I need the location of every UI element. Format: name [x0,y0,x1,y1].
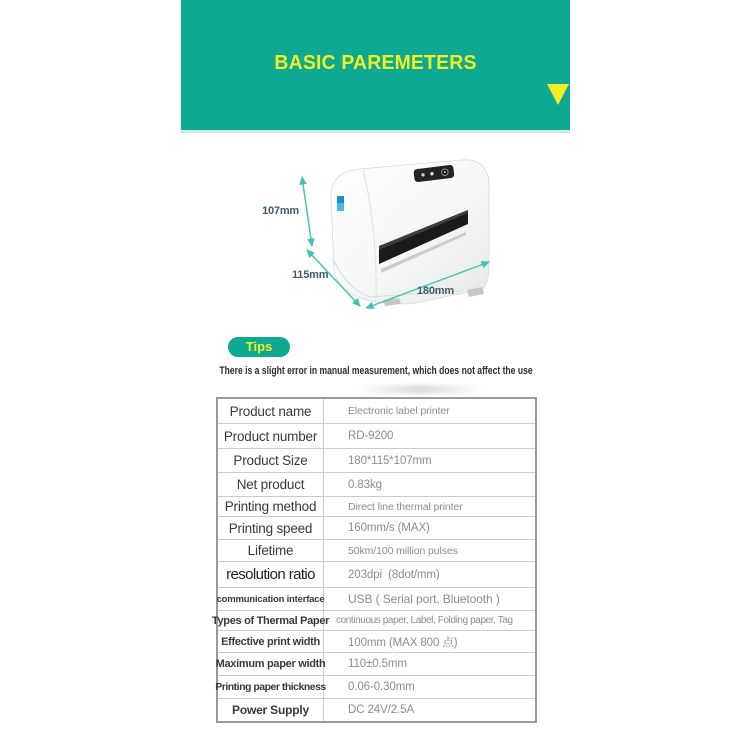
spec-label: resolution ratio [218,562,324,587]
table-row [218,539,535,561]
watermark-smudge [358,385,482,394]
table-row [218,630,535,652]
spec-table [211,397,537,723]
dimension-label-height: 107mm [262,205,299,217]
spec-label: Lifetime [218,540,324,561]
spec-value: DC 24V/2.5A [348,704,415,716]
dimension-line-height [302,177,312,246]
dimension-label-width: 180mm [417,285,454,297]
spec-value: RD-9200 [348,430,394,442]
table-row [218,448,535,472]
table-row [215,652,535,675]
spec-label: Net product [218,473,324,496]
spec-value: 50km/100 million pulses [348,544,458,557]
spec-value: Electronic label printer [348,405,450,417]
table-row [218,423,535,448]
dimension-label-depth: 115mm [292,269,329,281]
side-logo [337,196,344,211]
tips-badge: Tips [228,337,290,357]
spec-label: Product number [218,424,324,448]
spec-value: 110±0.5mm [348,658,407,670]
spec-label: Effective print width [218,631,324,652]
table-row [218,399,535,423]
page-title: BASIC PAREMETERS [274,52,477,74]
spec-value: USB ( Serial port, Bluetooth ) [348,592,500,606]
spec-label: Printing paper thickness [218,676,324,698]
spec-value: continuous paper, Label, Folding paper, Tag [336,615,513,626]
spec-label: Product Size [218,449,324,472]
spec-label: Maximum paper width [218,653,324,675]
spec-label: Product name [218,399,324,423]
spec-value: 203dpi (8dot/mm) [348,568,440,581]
spec-label: Types of Thermal Paper [218,611,324,630]
table-row [211,610,535,630]
table-row [215,675,535,698]
table-row [218,472,535,496]
spec-value: Direct line thermal printer [348,500,463,513]
spec-value: 180*115*107mm [348,454,432,467]
spec-value: 160mm/s (MAX) [348,522,430,534]
table-row [218,561,535,587]
spec-value: 0.83kg [348,478,382,491]
spec-label: Power Supply [218,699,324,721]
spec-label: Printing method [218,497,324,516]
table-row [218,587,535,610]
tips-note: There is a slight error in manual measurement, which does not affect the use [219,365,533,377]
spec-value: 0.06-0.30mm [348,681,415,693]
spec-value: 100mm (MAX 800 点) [348,636,458,649]
spec-label: Printing speed [218,517,324,539]
table-row [218,516,535,539]
table-row [218,698,535,721]
table-row [218,496,535,516]
spec-label: communication interface [218,588,324,610]
